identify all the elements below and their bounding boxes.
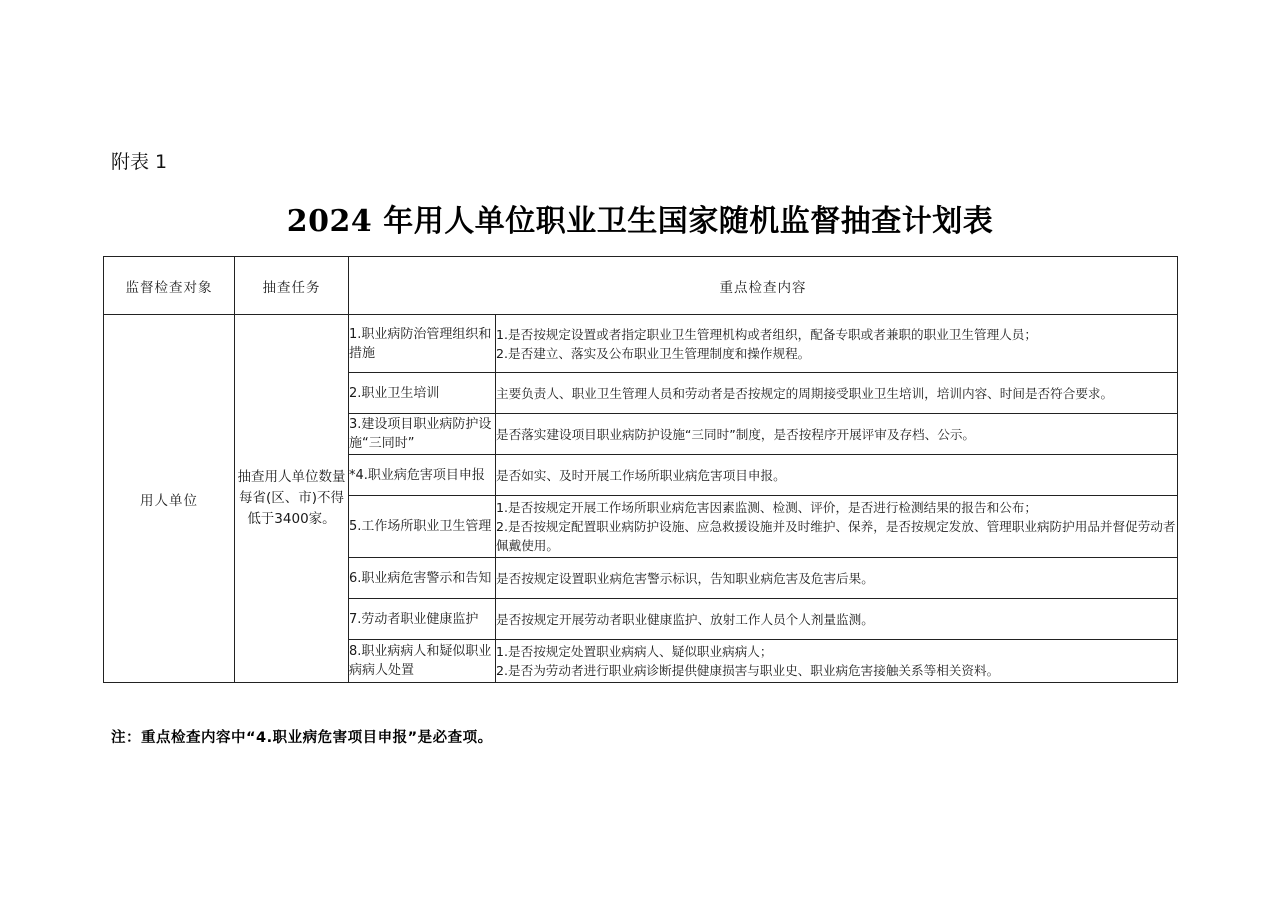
header-content: 重点检查内容: [349, 257, 1178, 315]
check-item-content: [496, 640, 1178, 683]
content-line: 2.是否建立、落实及公布职业卫生管理制度和操作规程。: [496, 345, 811, 361]
appendix-label: 附表 1: [111, 151, 168, 173]
check-item-name: 7.劳动者职业健康监护: [349, 599, 496, 640]
check-item-content: [496, 455, 1178, 496]
check-item-name: 6.职业病危害警示和告知: [349, 558, 496, 599]
content-line: 是否按规定开展劳动者职业健康监护、放射工作人员个人剂量监测。: [496, 611, 874, 627]
content-line: 是否如实、及时开展工作场所职业病危害项目申报。: [496, 467, 786, 483]
check-item-content: [496, 496, 1178, 558]
check-item-content: [496, 315, 1178, 373]
task-cell: 抽查用人单位数量每省(区、市)不得低于3400家。: [235, 315, 349, 683]
check-item-content: [496, 558, 1178, 599]
check-item-name: *4.职业病危害项目申报: [349, 455, 496, 496]
check-item-content: [496, 599, 1178, 640]
check-item-content: [496, 414, 1178, 455]
content-line: 是否落实建设项目职业病防护设施“三同时”制度，是否按程序开展评审及存档、公示。: [496, 426, 976, 442]
header-task: 抽查任务: [235, 257, 349, 315]
footnote: 注：重点检查内容中“4.职业病危害项目申报”是必查项。: [111, 730, 493, 746]
table-header-row: [104, 257, 1178, 315]
content-line: 主要负责人、职业卫生管理人员和劳动者是否按规定的周期接受职业卫生培训，培训内容、时间是否符合要求。: [496, 385, 1114, 401]
content-line: 2.是否按规定配置职业病防护设施、应急救援设施并及时维护、保养，是否按规定发放、管理职业病防护用品并督促劳动者佩戴使用。: [496, 519, 1176, 553]
check-item-name: 8.职业病病人和疑似职业病病人处置: [349, 640, 496, 683]
content-line: 1.是否按规定处置职业病病人、疑似职业病病人；: [496, 644, 773, 659]
content-line: 1.是否按规定开展工作场所职业病危害因素监测、检测、评价，是否进行检测结果的报告和公布；: [496, 500, 1037, 515]
check-item-name: 2.职业卫生培训: [349, 373, 496, 414]
content-line: 是否按规定设置职业病危害警示标识，告知职业病危害及危害后果。: [496, 570, 874, 586]
content-line: 2.是否为劳动者进行职业病诊断提供健康损害与职业史、职业病危害接触关系等相关资料。: [496, 663, 1000, 678]
page-title: 2024 年用人单位职业卫生国家随机监督抽查计划表: [286, 204, 994, 239]
check-item-name: 5.工作场所职业卫生管理: [349, 496, 496, 558]
header-object: 监督检查对象: [104, 257, 235, 315]
table-row: [104, 315, 1178, 373]
check-item-name: 3.建设项目职业病防护设施“三同时”: [349, 414, 496, 455]
check-item-name: 1.职业病防治管理组织和措施: [349, 315, 496, 373]
check-item-content: [496, 373, 1178, 414]
inspection-plan-table: [103, 256, 1178, 683]
content-line: 1.是否按规定设置或者指定职业卫生管理机构或者组织，配备专职或者兼职的职业卫生管理人员；: [496, 326, 1037, 342]
object-cell: 用人单位: [104, 315, 235, 683]
